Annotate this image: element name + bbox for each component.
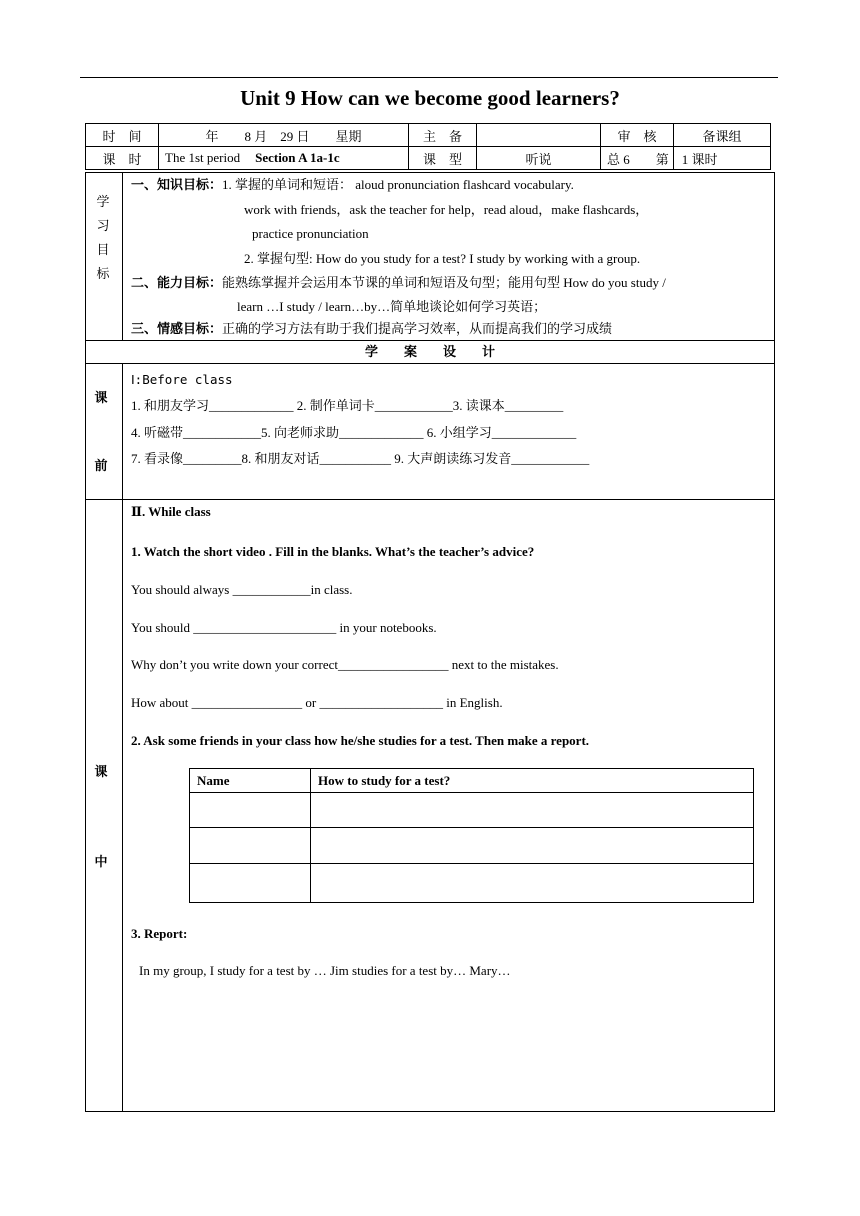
review-label: 审 核 [617,128,657,144]
emotion-text: 正确的学习方法有助于我们提高学习效率，从而提高我们的学习成绩 [222,321,613,336]
question-3: 3. Report: [131,926,188,941]
section-text: Section A 1a-1c [255,150,340,165]
before-side-top: 课 [94,390,108,405]
survey-cell[interactable] [191,793,309,827]
knowledge-text-1: 1. 掌握的单词和短语： aloud pronunciation flashcard vocabulary. [222,177,574,192]
survey-cell[interactable] [312,793,753,827]
advice-sentence-4: How about _________________ or ___________________ in English. [131,695,503,710]
total-periods: 总 6 第 1 课时 [607,151,718,167]
question-2: 2. Ask some friends in your class how he/she studies for a test. Then make a report. [131,733,590,748]
before-side-bottom: 前 [94,458,108,473]
header-rule [80,77,778,78]
survey-cell[interactable] [312,828,753,863]
knowledge-text-1b: work with friends，ask the teacher for help，read aloud，make flashcards， [244,202,649,217]
advice-sentence-1: You should always ____________in class. [131,582,353,597]
design-header: 学 案 设 计 [364,344,495,359]
review-value: 备课组 [702,128,742,144]
while-heading: Ⅱ. While class [131,504,211,519]
before-line-3: 7. 看录像_________8. 和朋友对话___________ 9. 大声朗读练习发音____________ [131,451,590,466]
advice-sentence-2: You should ______________________ in your notebooks. [131,620,437,635]
ability-goal [131,275,666,291]
time-label: 时 间 [102,128,142,144]
before-line-2: 4. 听磁带____________5. 向老师求助_____________ 6. 小组学习_____________ [131,425,577,440]
host-value [477,124,600,146]
period-field [159,147,408,169]
type-value: 听说 [525,151,552,167]
period-text: The 1st period [165,150,241,165]
report-sentence: In my group, I study for a test by … Jim studies for a test by… Mary… [139,963,511,978]
side-char: 目 [96,242,110,257]
knowledge-label: 一、知识目标： [131,177,223,192]
emotion-goal [131,321,612,337]
while-side-bottom: 中 [94,854,108,869]
date-field: 年 8 月 29 日 星期 [205,128,362,144]
ability-text-b: learn …I study / learn…by…简单地谈论如何学习英语； [237,299,547,314]
before-heading: Ⅰ:Before class [131,372,233,387]
before-line-1: 1. 和朋友学习_____________ 2. 制作单词卡____________3. 读课本_________ [131,398,564,413]
advice-sentence-3: Why don’t you write down your correct_________________ next to the mistakes. [131,657,559,672]
period-label: 课 时 [102,151,142,167]
side-char: 标 [96,266,110,281]
knowledge-goal [131,177,574,193]
page-title: Unit 9 How can we become good learners? [240,86,620,110]
ability-label: 二、能力目标： [131,275,223,290]
type-label: 课 型 [422,151,462,167]
side-char: 学 [96,194,110,209]
knowledge-text-2: 2. 掌握句型: How do you study for a test? I study by working with a group. [244,251,641,266]
survey-header-method: How to study for a test? [318,772,451,788]
ability-text: 能熟练掌握并会运用本节课的单词和短语及句型；能用句型 How do you study / [222,275,666,290]
while-side-top: 课 [94,764,108,779]
side-char: 习 [96,218,110,233]
survey-cell[interactable] [191,864,309,902]
emotion-label: 三、情感目标： [131,321,223,336]
survey-cell[interactable] [191,828,309,863]
survey-cell[interactable] [312,864,753,902]
survey-header-name: Name [197,772,230,788]
knowledge-text-1c: practice pronunciation [252,226,369,241]
host-label: 主 备 [422,128,462,144]
question-1: 1. Watch the short video . Fill in the blanks. What’s the teacher’s advice? [131,544,535,559]
